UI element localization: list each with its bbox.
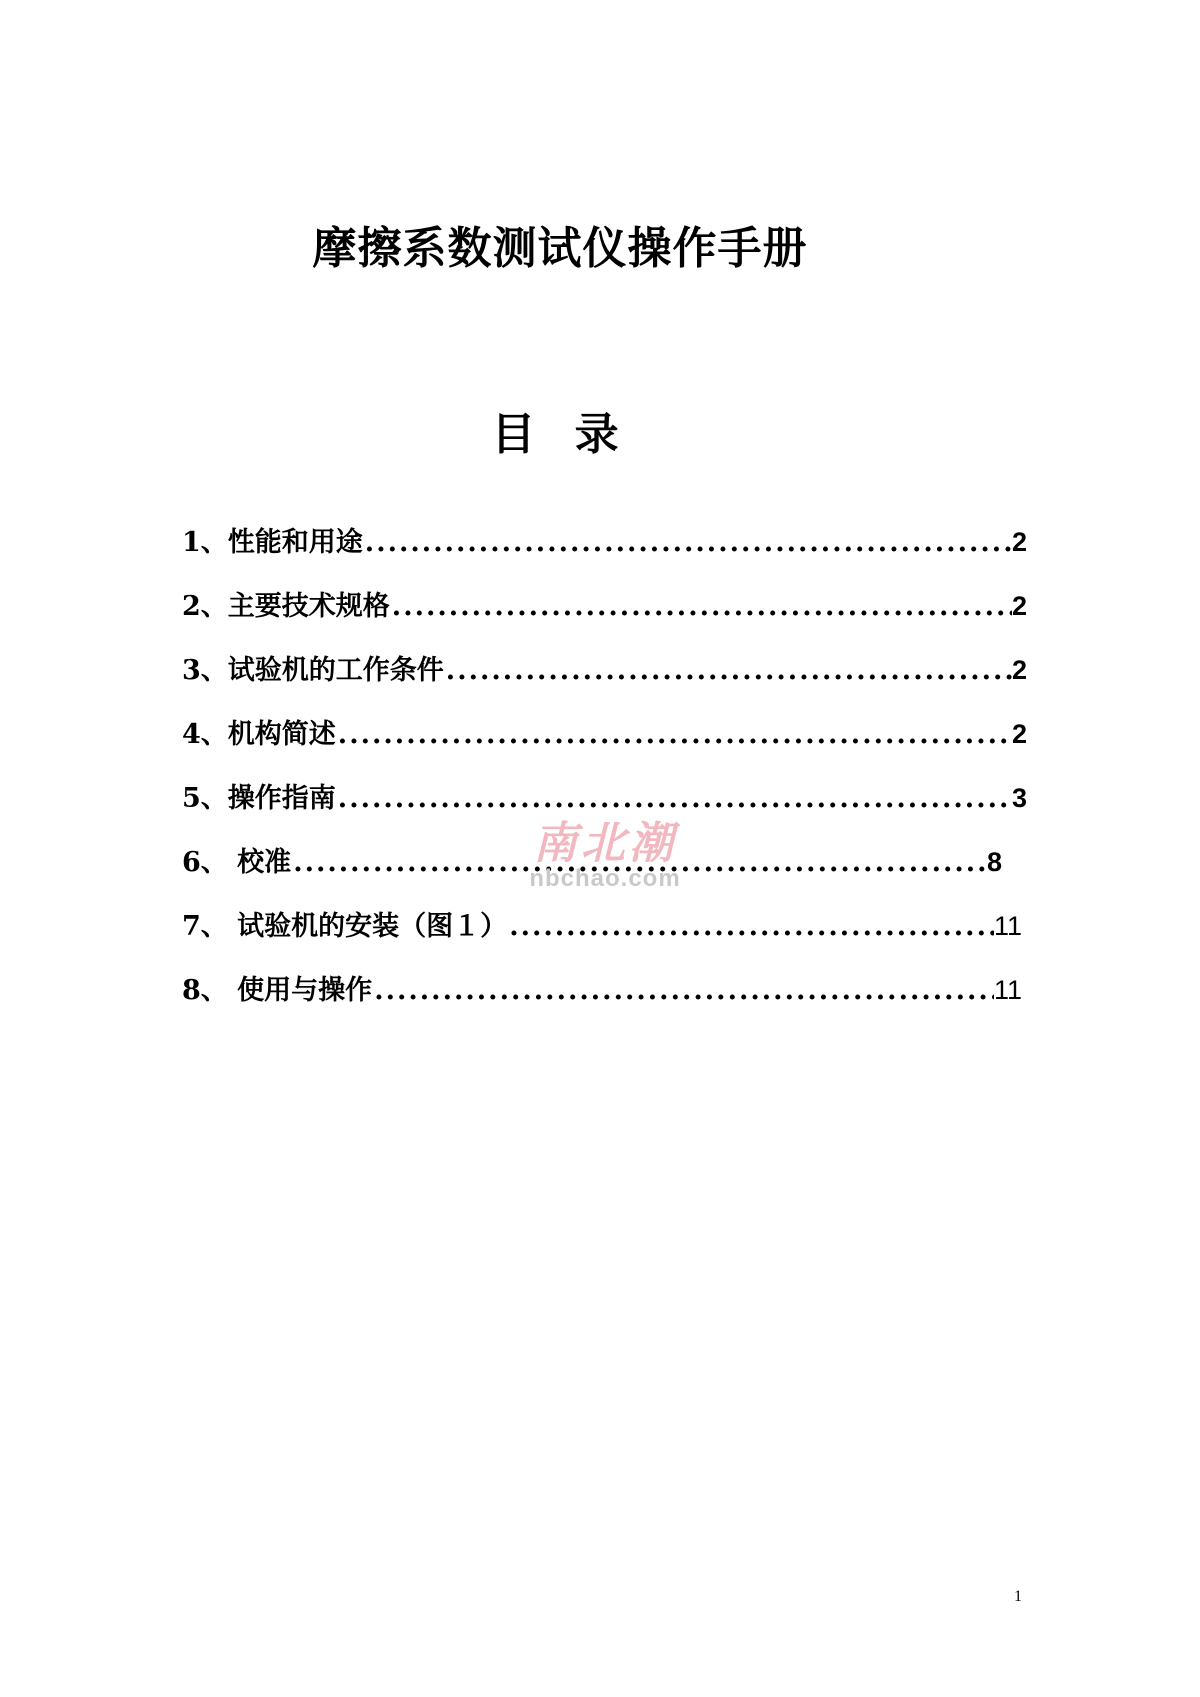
toc-leader-dots: [291, 847, 987, 878]
toc-entry-label: 3、试验机的工作条件: [182, 655, 444, 686]
page-number: 1: [1014, 1588, 1022, 1605]
toc-entry-label: 5、操作指南: [182, 783, 336, 814]
toc-heading: [0, 398, 1110, 462]
toc-entry[interactable]: [182, 520, 1027, 584]
document-title: 摩擦系数测试仪操作手册: [312, 223, 808, 274]
toc-leader-dots: [336, 719, 1012, 750]
toc-entry[interactable]: [182, 968, 1022, 1032]
table-of-contents: [182, 520, 1027, 1032]
toc-leader-dots: [336, 783, 1012, 814]
toc-entry-page: 2: [1011, 527, 1027, 557]
toc-heading-char-2: 录: [574, 409, 619, 460]
toc-entry-label: 2、主要技术规格: [182, 591, 390, 622]
toc-leader-dots: [363, 527, 1012, 558]
toc-entry-page: 2: [1011, 591, 1027, 621]
toc-entry[interactable]: [182, 840, 1002, 904]
toc-entry-page: 2: [1011, 719, 1027, 749]
toc-leader-dots: [372, 975, 994, 1006]
toc-entry[interactable]: [182, 584, 1027, 648]
toc-entry-label: 8、 使用与操作: [182, 975, 373, 1006]
toc-entry[interactable]: [182, 648, 1027, 712]
toc-leader-dots: [390, 591, 1012, 622]
toc-entry-page: 8: [986, 847, 1002, 877]
toc-entry-page: 3: [1011, 783, 1027, 813]
toc-leader-dots: [507, 911, 994, 942]
toc-entry[interactable]: [182, 712, 1027, 776]
toc-entry-label: 7、 试验机的安装（图１）: [182, 911, 508, 942]
watermark-text: 南北潮: [533, 818, 677, 869]
toc-leader-dots: [444, 655, 1012, 686]
toc-entry[interactable]: [182, 776, 1027, 840]
watermark-domain: nbchao.com: [529, 865, 681, 892]
toc-heading-char-1: 目: [491, 409, 536, 460]
toc-entry-label: 1、性能和用途: [182, 527, 363, 558]
toc-entry-page: 11: [993, 975, 1022, 1005]
toc-entry[interactable]: [182, 904, 1022, 968]
toc-entry-page: 11: [993, 911, 1022, 941]
toc-entry-label: 6、 校准: [182, 847, 292, 878]
toc-entry-label: 4、机构简述: [182, 719, 336, 750]
toc-entry-page: 2: [1011, 655, 1027, 685]
